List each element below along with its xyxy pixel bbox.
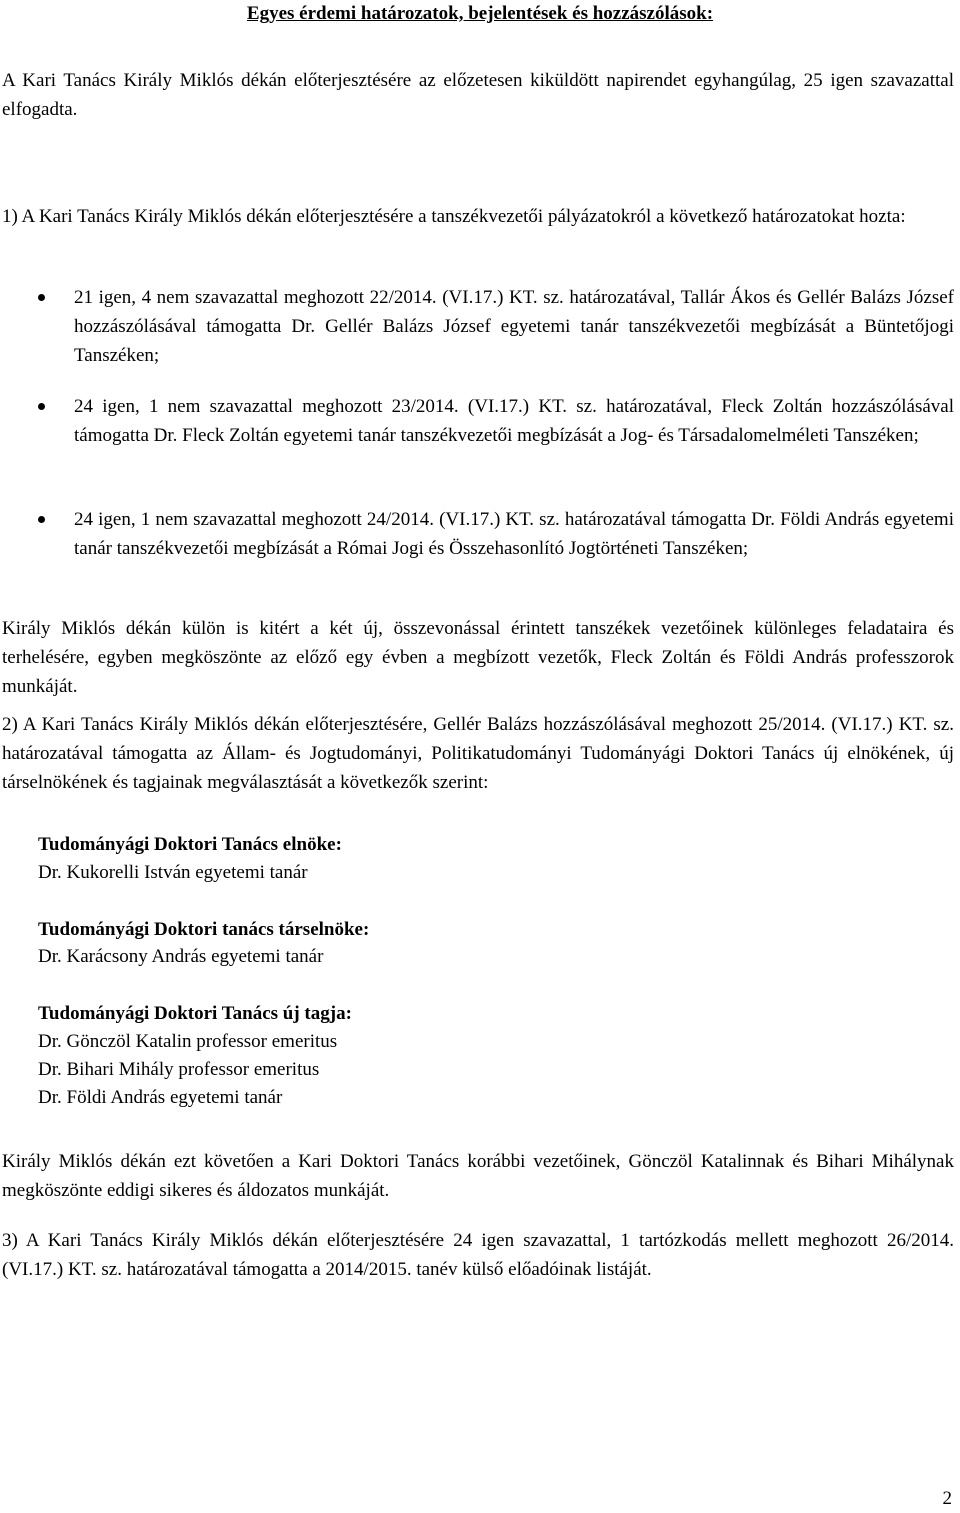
bullet-dot xyxy=(38,403,45,410)
member-name: Dr. Földi András egyetemi tanár xyxy=(38,1087,283,1108)
members-title: Tudományági Doktori Tanács új tagja: xyxy=(38,1003,352,1024)
bullet-dot xyxy=(38,516,45,523)
cochair-title: Tudományági Doktori tanács társelnöke: xyxy=(38,919,370,940)
page-number: 2 xyxy=(942,1488,952,1509)
bullet-item-3: 24 igen, 1 nem szavazattal meghozott 24/2014. (VI.17.) KT. sz. határozatával támogatta Dr. Földi András egyetemi tanár tanszékvezetői megbízását a Római Jogi és Összehasonlító Jogtörténeti Tanszéken; xyxy=(74,509,954,559)
member-name: Dr. Bihari Mihály professor emeritus xyxy=(38,1059,320,1080)
section-heading: Egyes érdemi határozatok, bejelentések és hozzászólások: xyxy=(246,3,714,24)
chair-name: Dr. Kukorelli István egyetemi tanár xyxy=(38,862,308,883)
bullet-item-2: 24 igen, 1 nem szavazattal meghozott 23/2014. (VI.17.) KT. sz. határozatával, Fleck Zoltán hozzászólásával támogatta Dr. Fleck Zoltán egyetemi tanár tanszékvezetői megbízását a Jog- és Társadalomelméleti Tanszéken; xyxy=(74,396,954,446)
intro-paragraph: A Kari Tanács Király Miklós dékán előterjesztésére az előzetesen kiküldött napirendet egyhangúlag, 25 igen szavazattal elfogadta. xyxy=(2,70,954,120)
bullet-dot xyxy=(38,294,45,301)
thanks-paragraph-2: Király Miklós dékán ezt követően a Kari Doktori Tanács korábbi vezetőinek, Gönczöl Katalinnak és Bihari Mihálynak megköszönte eddigi sikeres és áldozatos munkáját. xyxy=(2,1151,954,1201)
cochair-name: Dr. Karácsony András egyetemi tanár xyxy=(38,946,324,967)
member-name: Dr. Gönczöl Katalin professor emeritus xyxy=(38,1031,338,1052)
item-1-paragraph: 1) A Kari Tanács Király Miklós dékán előterjesztésére a tanszékvezetői pályázatokról a következő határozatokat hozta: xyxy=(2,206,906,227)
bullet-item-1: 21 igen, 4 nem szavazattal meghozott 22/2014. (VI.17.) KT. sz. határozatával, Tallár Ákos és Gellér Balázs József hozzászólásával támogatta Dr. Gellér Balázs József egyetemi tanár tanszékvezetői megbízását a Büntetőjogi Tanszéken; xyxy=(74,287,954,366)
thanks-paragraph-1: Király Miklós dékán külön is kitért a két új, összevonással érintett tanszékek vezetőinek különleges feladataira és terhelésére, egyben megköszönte az előző egy évben a megbízott vezetők, Fleck Zoltán és Földi András professzorok munkáját. xyxy=(2,618,954,697)
chair-title: Tudományági Doktori Tanács elnöke: xyxy=(38,834,342,855)
item-3-paragraph: 3) A Kari Tanács Király Miklós dékán előterjesztésére 24 igen szavazattal, 1 tartózkodás mellett meghozott 26/2014. (VI.17.) KT. sz. határozatával támogatta a 2014/2015. tanév külső előadóinak listáját. xyxy=(2,1230,954,1280)
item-2-paragraph: 2) A Kari Tanács Király Miklós dékán előterjesztésére, Gellér Balázs hozzászólásával meghozott 25/2014. (VI.17.) KT. sz. határozatával támogatta az Állam- és Jogtudományi, Politikatudományi Tudományági Doktori Tanács új elnökének, új társelnökének és tagjainak megválasztását a következők szerint: xyxy=(2,714,954,793)
